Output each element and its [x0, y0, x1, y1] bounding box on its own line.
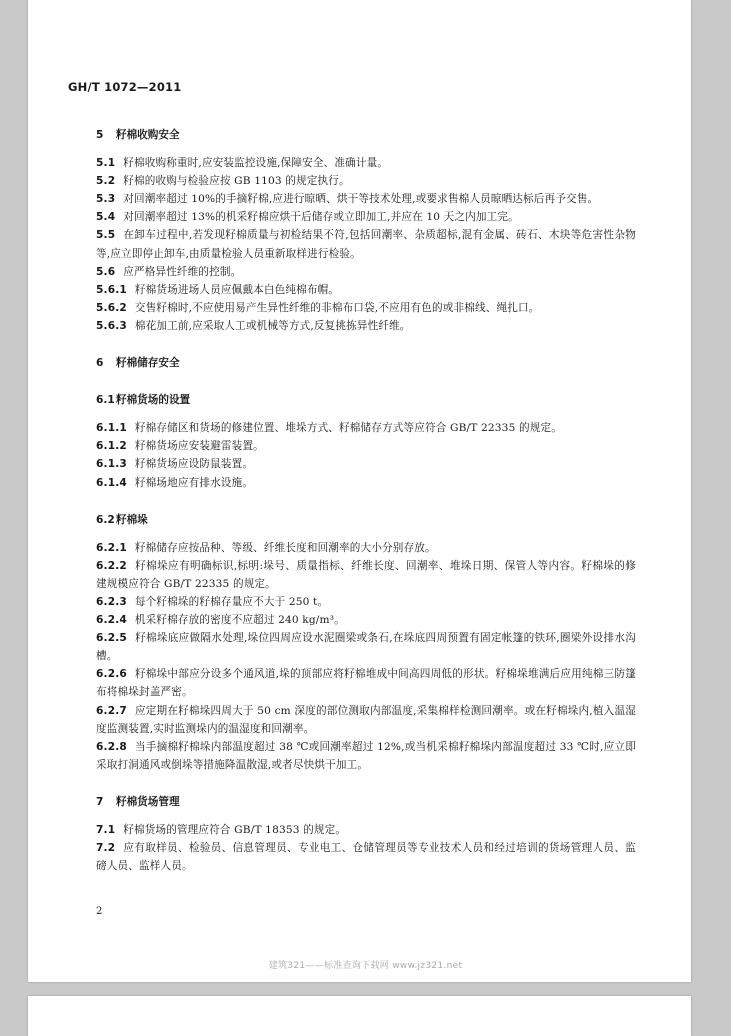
clause-paragraph	[96, 208, 636, 226]
clause-number: 6.2.6	[96, 668, 127, 681]
clause-text: 籽棉垛应有明确标识,标明:垛号、质量指标、纤维长度、回潮率、堆垛日期、保管人等内容。籽棉垛的修建规模应符合 GB/T 22335 的规定。	[96, 559, 636, 590]
section-heading	[96, 354, 636, 372]
clause-number: 6.1.1	[96, 422, 127, 435]
clause-text: 交售籽棉时,不应使用易产生异性纤维的非棉布口袋,不应用有色的或非棉线、绳扎口。	[134, 301, 540, 314]
spacer	[96, 144, 636, 154]
clause-paragraph	[96, 557, 636, 593]
clause-paragraph	[96, 299, 636, 317]
clause-text: 籽棉货场应安装避雷装置。	[134, 440, 264, 453]
clause-number: 6.2.7	[96, 704, 127, 717]
clause-paragraph	[96, 738, 636, 774]
clause-paragraph	[96, 474, 636, 492]
clause-number: 7.1	[96, 824, 116, 836]
clause-paragraph	[96, 821, 636, 839]
page-number: 2	[96, 906, 103, 917]
clause-number: 5.6.3	[96, 319, 127, 332]
clause-number: 6.2.1	[96, 541, 127, 554]
spacer	[96, 492, 636, 511]
clause-paragraph	[96, 281, 636, 299]
clause-paragraph	[96, 665, 636, 701]
clause-text: 应严格异性纤维的控制。	[123, 265, 242, 278]
clause-text: 籽棉货场管理	[116, 795, 180, 808]
clause-text: 在卸车过程中,若发现籽棉质量与初检结果不符,包括回潮率、杂质超标,混有金属、砖石、木块等危害性杂物等,应立即停止卸车,由质量检验人员重新取样进行检验。	[96, 229, 636, 260]
clause-text: 籽棉垛底应做隔水处理,垛位四周应设水泥圈梁或条石,在垛底四周预置有固定帐篷的铁环,圈梁外设排水沟槽。	[96, 632, 636, 663]
clause-text: 籽棉场地应有排水设施。	[134, 476, 254, 489]
document-body	[96, 126, 636, 875]
clause-number: 6	[96, 357, 104, 370]
clause-number: 5.1	[96, 157, 116, 170]
spacer	[96, 372, 636, 391]
clause-paragraph	[96, 839, 636, 875]
clause-number: 6.1.2	[96, 440, 127, 453]
clause-text: 籽棉存储区和货场的修建位置、堆垛方式、籽棉储存方式等应符合 GB/T 22335 的规定。	[134, 422, 562, 435]
clause-paragraph	[96, 154, 636, 172]
section-heading	[96, 391, 636, 409]
clause-number: 7.2	[96, 842, 116, 855]
clause-number: 6.2.8	[96, 740, 127, 753]
clause-number: 5.5	[96, 229, 116, 242]
clause-text: 籽棉垛中部应分设多个通风道,垛的顶部应将籽棉堆成中间高四周低的形状。籽棉垛堆满后应用纯棉三防篷布将棉垛封盖严密。	[96, 668, 636, 699]
clause-text: 籽棉货场的管理应符合 GB/T 18353 的规定。	[123, 824, 347, 836]
next-page-edge	[28, 996, 691, 1036]
clause-text: 籽棉垛	[116, 513, 148, 526]
spacer	[96, 529, 636, 539]
clause-text: 机采籽棉存放的密度不应超过 240 kg/m³。	[134, 614, 345, 627]
section-heading	[96, 793, 636, 811]
clause-text: 籽棉货场进场人员应佩戴本白色纯棉布帽。	[134, 283, 340, 296]
clause-text: 籽棉收购称重时,应安装监控设施,保障安全、准确计量。	[123, 157, 389, 170]
clause-number: 6.2.2	[96, 559, 127, 572]
spacer	[96, 335, 636, 354]
clause-paragraph	[96, 611, 636, 629]
watermark-text: 建筑321——标准查询下载网 www.jz321.net	[268, 961, 463, 971]
clause-text: 当手摘棉籽棉垛内部温度超过 38 ℃或回潮率超过 12%,或当机采棉籽棉垛内部温度超过 33 ℃时,应立即采取打洞通风或倒垛等措施降温散湿,或者尽快烘干加工。	[96, 740, 636, 771]
clause-number: 5.2	[96, 175, 116, 188]
clause-text: 籽棉储存安全	[116, 357, 180, 370]
clause-paragraph	[96, 455, 636, 473]
clause-text: 棉花加工前,应采取人工或机械等方式,反复挑拣异性纤维。	[134, 319, 411, 332]
spacer	[96, 811, 636, 821]
spacer	[96, 774, 636, 793]
clause-number: 5.6	[96, 265, 116, 278]
clause-paragraph	[96, 593, 636, 611]
clause-number: 6.2.4	[96, 614, 127, 627]
clause-text: 籽棉收购安全	[116, 129, 180, 141]
clause-paragraph	[96, 629, 636, 665]
clause-text: 籽棉货场应设防鼠装置。	[134, 458, 254, 471]
clause-text: 籽棉货场的设置	[116, 394, 191, 407]
clause-paragraph	[96, 172, 636, 190]
clause-paragraph	[96, 317, 636, 335]
clause-number: 5.4	[96, 211, 116, 224]
clause-paragraph	[96, 702, 636, 738]
clause-number: 6.1.3	[96, 458, 127, 471]
clause-paragraph	[96, 226, 636, 262]
clause-number: 5	[96, 129, 104, 141]
clause-text: 应有取样员、检验员、信息管理员、专业电工、仓储管理员等专业技术人员和经过培训的货场管理人员、监磅人员、监样人员。	[96, 842, 636, 873]
spacer	[96, 409, 636, 419]
standard-code-header: GH/T 1072—2011	[68, 80, 182, 94]
section-heading	[96, 126, 636, 144]
clause-text: 每个籽棉垛的籽棉存量应不大于 250 t。	[134, 595, 329, 608]
clause-number: 6.1	[96, 394, 115, 407]
clause-number: 6.2.5	[96, 632, 127, 645]
clause-number: 6.2.3	[96, 595, 127, 608]
clause-text: 对回潮率超过 13%的机采籽棉应烘干后储存或立即加工,并应在 10 天之内加工完。	[123, 211, 519, 224]
clause-text: 籽棉的收购与检验应按 GB 1103 的规定执行。	[123, 175, 350, 188]
clause-paragraph	[96, 419, 636, 437]
clause-number: 6.2	[96, 513, 115, 526]
clause-number: 5.6.1	[96, 283, 127, 296]
clause-paragraph	[96, 539, 636, 557]
clause-paragraph	[96, 263, 636, 281]
clause-number: 5.3	[96, 193, 116, 206]
clause-text: 应定期在籽棉垛四周大于 50 cm 深度的部位测取内部温度,采集棉样检测回潮率。或在籽棉垛内,植入温湿度监测装置,实时监测垛内的温湿度和回潮率。	[96, 704, 636, 735]
clause-text: 籽棉储存应按品种、等级、纤维长度和回潮率的大小分别存放。	[134, 541, 436, 554]
clause-paragraph	[96, 437, 636, 455]
clause-number: 5.6.2	[96, 301, 127, 314]
clause-paragraph	[96, 190, 636, 208]
clause-number: 7	[96, 795, 104, 808]
section-heading	[96, 511, 636, 529]
clause-number: 6.1.4	[96, 476, 127, 489]
clause-text: 对回潮率超过 10%的手摘籽棉,应进行晾晒、烘干等技术处理,或要求售棉人员晾晒达标后再予交售。	[123, 193, 599, 206]
